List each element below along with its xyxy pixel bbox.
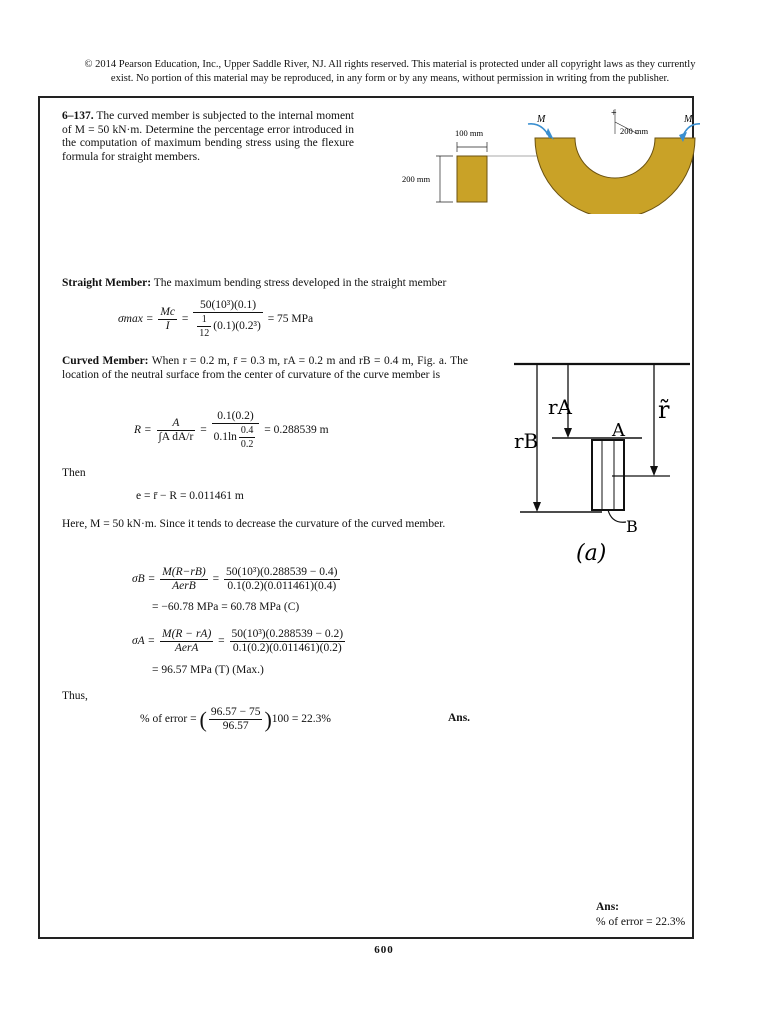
label-rB: rB [514,429,539,453]
curved-member-shape [535,138,695,214]
moment-arrow-left [528,124,550,138]
curved-heading: Curved Member: [62,355,149,367]
answer-label: Ans: [596,901,620,913]
sigma-a-equation: σA = $\frac{M(R - rA)}{\text{AerA}}$ = $\frac{\text{50(10³)(0.288539 − 0.2)}}{0.1(0.2)(0.011461)(0.2)}$ [132,628,344,654]
sigma-a-result: = 96.57 MPa (T) (Max.) [152,664,264,676]
percent-error-equation: % of error = ( $\frac{96.57 - 75}{96.57}$ )100 = 22.3% [140,706,331,732]
label-rbar: r̃ [658,396,670,424]
moment-label-left: M [537,114,546,125]
problem-text: The curved member is subjected to the internal moment of M = 50 kN·m. Determine the percentage error introduced in the computation of maximum bending stress using the flexure formula for straight members. [62,110,354,163]
copyright-line-2: exist. No portion of this material may be reproduced, in any form or by any means, without permission in writing from the publisher. [110,72,670,84]
curved-member-figure [400,104,700,214]
label-rA: rA [548,395,573,419]
eccentricity-equation: e = r̄ − R = 0.011461 m [136,490,244,502]
curved-text: When r = 0.2 m, r̄ = 0.3 m, rA = 0.2 m and rB = 0.4 m, Fig. a. The location of the neutral surface from the center of curvature of the curve member is [62,355,468,381]
straight-numeric-fraction: 50(10³)(0.1) $\frac{1}{12}$ (0.1)(0.2³) [193,299,263,340]
straight-equation: σmax = $\frac{Mc}{I}$ = 50(10³)(0.1) $\frac{1}{12}$ (0.1)(0.2³) = 75 MPa [118,299,314,339]
moment-label-right: M [684,114,693,125]
neutral-axis-equation: R = $\frac{A}{\text{∫A dA/r}}$ = 0.1(0.2) 0.1ln $\frac{0.4}{0.2}$ = 0.288539 m [134,410,329,450]
dim-width-label: 100 mm [455,128,484,138]
label-A: A [612,420,625,441]
sigma-b-equation: σB = $\frac{M(R-rB)}{\text{AerB}}$ = $\frac{\text{50(10³)(0.288539 − 0.4)}}{0.1(0.2)(0.011461)(0.4)}$ [132,566,338,592]
sigma-b-result: = −60.78 MPa = 60.78 MPa (C) [152,601,300,613]
moment-paragraph: Here, M = 50 kN·m. Since it tends to decrease the curvature of the curved member. [62,518,446,530]
copyright-notice [50,58,730,85]
cross-section-rect [457,156,487,202]
answer-value: % of error = 22.3% [596,916,686,928]
straight-result: = 75 MPa [267,313,314,326]
straight-heading: Straight Member: [62,277,152,289]
ans-inline-label: Ans. [448,712,471,724]
thus-label: Thus, [62,690,88,702]
straight-member-paragraph [62,277,468,291]
figure-a-caption: (a) [576,541,607,566]
mc-over-i: $\frac{Mc}{I}$ [160,306,176,332]
problem-number: 6–137. [62,110,94,122]
straight-text: The maximum bending stress developed in the straight member [151,277,447,289]
figure-a [512,356,692,568]
problem-statement [62,110,354,164]
label-B: B [626,517,638,536]
page-number: 600 [374,944,394,956]
dim-height-label: 200 mm [402,174,431,184]
then-label: Then [62,467,86,479]
sigma-max-lhs: σmax = [118,313,154,326]
curved-member-paragraph [62,355,468,382]
copyright-line-1: © 2014 Pearson Education, Inc., Upper Saddle River, NJ. All rights reserved. This material is protected under all copyright laws as they currently [84,59,696,70]
dim-radius-label: 200 mm [620,126,649,136]
center-plus: + [611,108,617,119]
